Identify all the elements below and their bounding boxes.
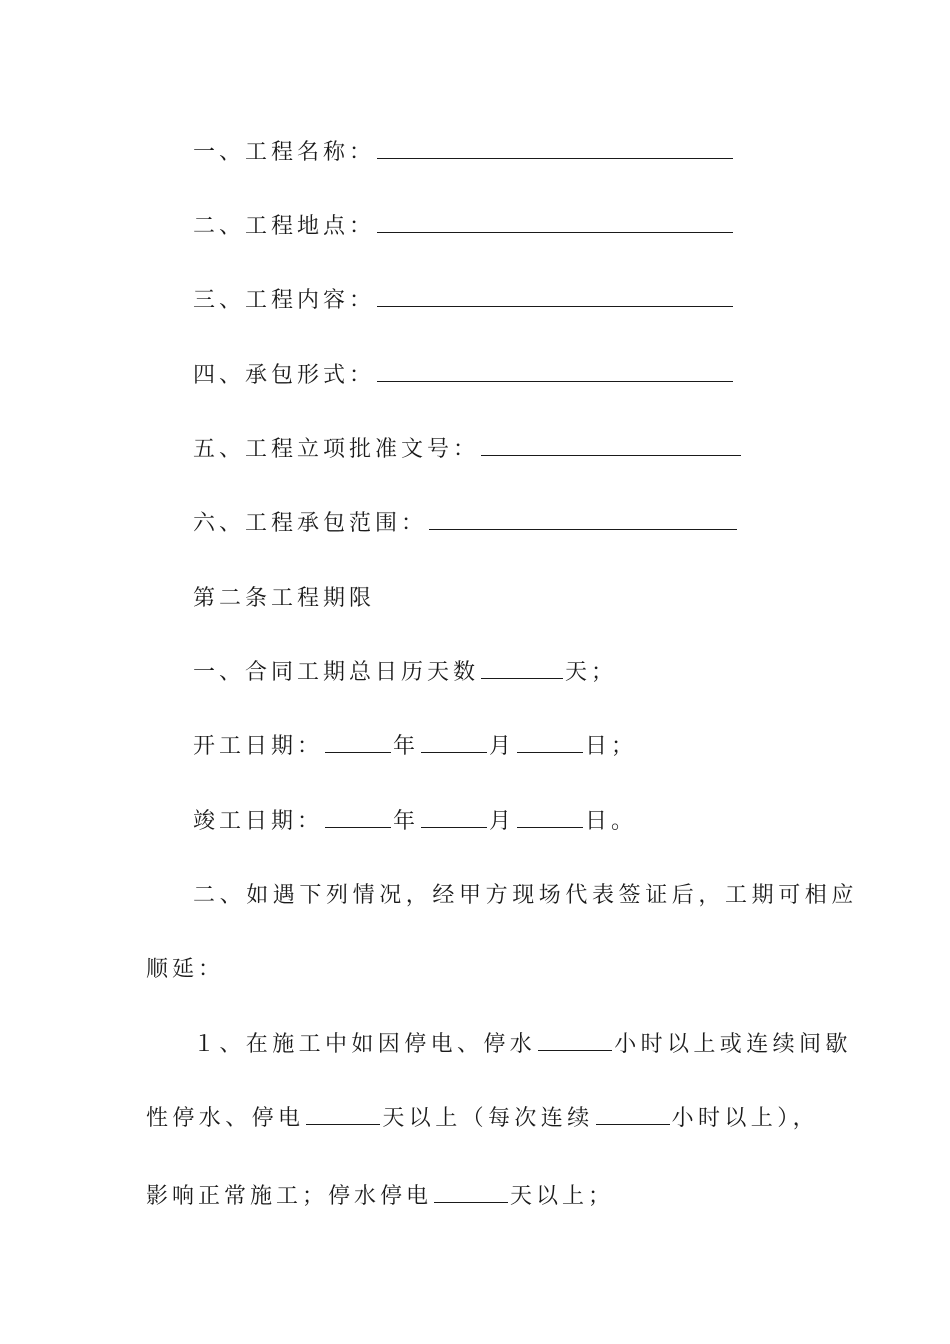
days-blank[interactable] (306, 1104, 380, 1125)
start-date-label: 开工日期： (193, 734, 324, 759)
days-blank[interactable] (434, 1182, 508, 1203)
item-text: 小时以上）， (671, 1106, 820, 1131)
field-label: 三、工程内容： (193, 288, 376, 313)
field-label: 六、工程承包范围： (193, 511, 428, 536)
total-days-row (193, 658, 617, 688)
day-blank[interactable] (517, 732, 583, 753)
end-date-label: 竣工日期： (193, 809, 324, 834)
field-project-location (193, 212, 735, 242)
hours-blank[interactable] (596, 1104, 670, 1125)
field-label: 五、工程立项批准文号： (193, 437, 480, 462)
hours-blank[interactable] (538, 1030, 612, 1051)
blank-line[interactable] (377, 361, 733, 382)
item-text: 小时以上或连续间歇 (614, 1032, 852, 1057)
year-label: 年 (393, 734, 420, 759)
clause-two-line2: 顺延： (146, 957, 225, 982)
year-blank[interactable] (325, 807, 391, 828)
item-text: 天以上（每次连续 (382, 1106, 594, 1131)
item-one-line3 (146, 1182, 614, 1212)
item-one-line1 (193, 1030, 852, 1060)
month-blank[interactable] (421, 807, 487, 828)
field-contract-scope (193, 509, 739, 539)
field-label: 一、工程名称： (193, 140, 376, 165)
field-label: 二、工程地点： (193, 214, 376, 239)
month-label: 月 (489, 734, 516, 759)
total-days-suffix: 天； (565, 660, 618, 685)
start-date-row (193, 732, 637, 762)
blank-line[interactable] (377, 286, 733, 307)
blank-line[interactable] (377, 138, 733, 159)
field-contract-form (193, 361, 735, 391)
item-text: 天以上； (510, 1184, 615, 1209)
item-text: １、在施工中如因停电、停水 (193, 1032, 537, 1057)
month-blank[interactable] (421, 732, 487, 753)
clause-two-line1: 二、如遇下列情况，经甲方现场代表签证后，工期可相应 (193, 883, 859, 908)
total-days-blank[interactable] (481, 658, 563, 679)
end-date-row (193, 807, 637, 837)
blank-line[interactable] (481, 435, 741, 456)
year-label: 年 (393, 809, 420, 834)
field-approval-number (193, 435, 743, 465)
month-label: 月 (489, 809, 516, 834)
day-blank[interactable] (517, 807, 583, 828)
day-label: 日。 (585, 809, 638, 834)
blank-line[interactable] (429, 509, 737, 530)
blank-line[interactable] (377, 212, 733, 233)
field-project-name (193, 138, 735, 168)
item-one-line2 (146, 1104, 819, 1134)
total-days-prefix: 一、合同工期总日历天数 (193, 660, 480, 685)
day-label: 日； (585, 734, 638, 759)
item-text: 影响正常施工；停水停电 (146, 1184, 433, 1209)
section-title: 第二条工程期限 (193, 586, 376, 611)
field-label: 四、承包形式： (193, 363, 376, 388)
field-project-content (193, 286, 735, 316)
item-text: 性停水、停电 (146, 1106, 305, 1131)
year-blank[interactable] (325, 732, 391, 753)
